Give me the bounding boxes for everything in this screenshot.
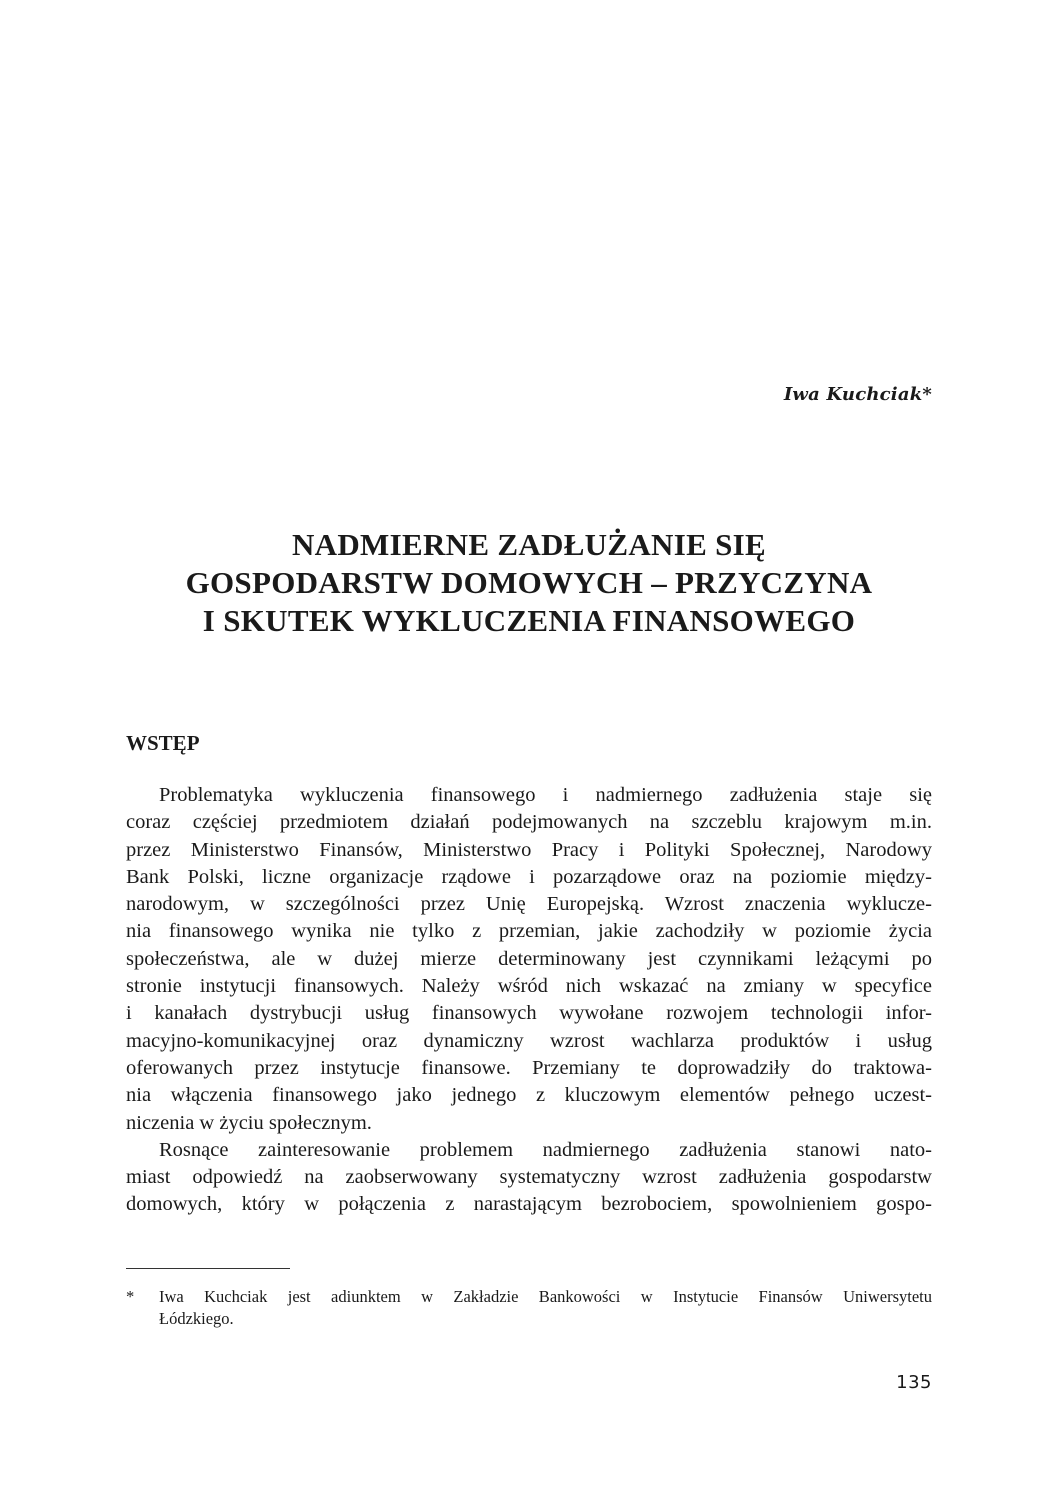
text-line: nia finansowego wynika nie tylko z przemian, jakie zachodziły w poziomie życia	[126, 920, 932, 943]
text-line: przez Ministerstwo Finansów, Ministerstwo Pracy i Polityki Społecznej, Narodowy	[126, 838, 932, 861]
text-line: coraz częściej przedmiotem działań podejmowanych na szczeblu krajowym m.in.	[126, 811, 932, 834]
author-name: Iwa Kuchciak*	[783, 384, 932, 405]
text-line: narodowym, w szczególności przez Unię Europejską. Wzrost znaczenia wyklucze-	[126, 893, 932, 916]
footnote-text	[159, 1286, 932, 1330]
article-title	[126, 526, 932, 640]
text-line: społeczeństwa, ale w dużej mierze determinowany jest czynnikami leżącymi po	[126, 947, 932, 970]
text-line: miast odpowiedź na zaobserwowany systematyczny wzrost zadłużenia gospodarstw	[126, 1166, 932, 1189]
text-line: Rosnące zainteresowanie problemem nadmiernego zadłużenia stanowi nato-	[159, 1138, 932, 1161]
title-line: GOSPODARSTW DOMOWYCH – PRZYCZYNA	[185, 565, 873, 600]
text-line: nia włączenia finansowego jako jednego z kluczowym elementów pełnego uczest-	[126, 1084, 932, 1107]
text-line: domowych, który w połączenia z narastającym bezrobociem, spowolnieniem gospo-	[126, 1193, 932, 1216]
text-line: Bank Polski, liczne organizacje rządowe i pozarządowe oraz na poziomie między-	[126, 865, 932, 888]
footnote-marker: *	[126, 1287, 135, 1306]
text-line: Problematyka wykluczenia finansowego i nadmiernego zadłużenia staje się	[159, 784, 932, 806]
title-line: I SKUTEK WYKLUCZENIA FINANSOWEGO	[202, 603, 856, 638]
paragraph	[126, 782, 932, 1137]
text-line: stronie instytucji finansowych. Należy wśród nich wskazać na zmiany w specyfice	[126, 975, 932, 998]
text-line: niczenia w życiu społecznym.	[126, 1111, 372, 1134]
footnote-line: Iwa Kuchciak jest adiunktem w Zakładzie Bankowości w Instytucie Finansów Uniwersytetu	[159, 1287, 932, 1306]
text-line: i kanałach dystrybucji usług finansowych wywołane rozwojem technologii infor-	[126, 1002, 932, 1025]
paragraph	[126, 1137, 932, 1219]
text-line: oferowanych przez instytucje finansowe. Przemiany te doprowadziły do traktowa-	[126, 1056, 932, 1079]
footnote	[126, 1286, 932, 1330]
page-number: 135	[896, 1372, 932, 1393]
text-line: macyjno-komunikacyjnej oraz dynamiczny wzrost wachlarza produktów i usług	[126, 1029, 932, 1052]
section-heading: WSTĘP	[126, 731, 200, 755]
footnote-line: Łódzkiego.	[159, 1309, 234, 1328]
title-line: NADMIERNE ZADŁUŻANIE SIĘ	[291, 527, 766, 562]
body-text	[126, 782, 932, 1219]
footnote-divider	[126, 1268, 290, 1269]
